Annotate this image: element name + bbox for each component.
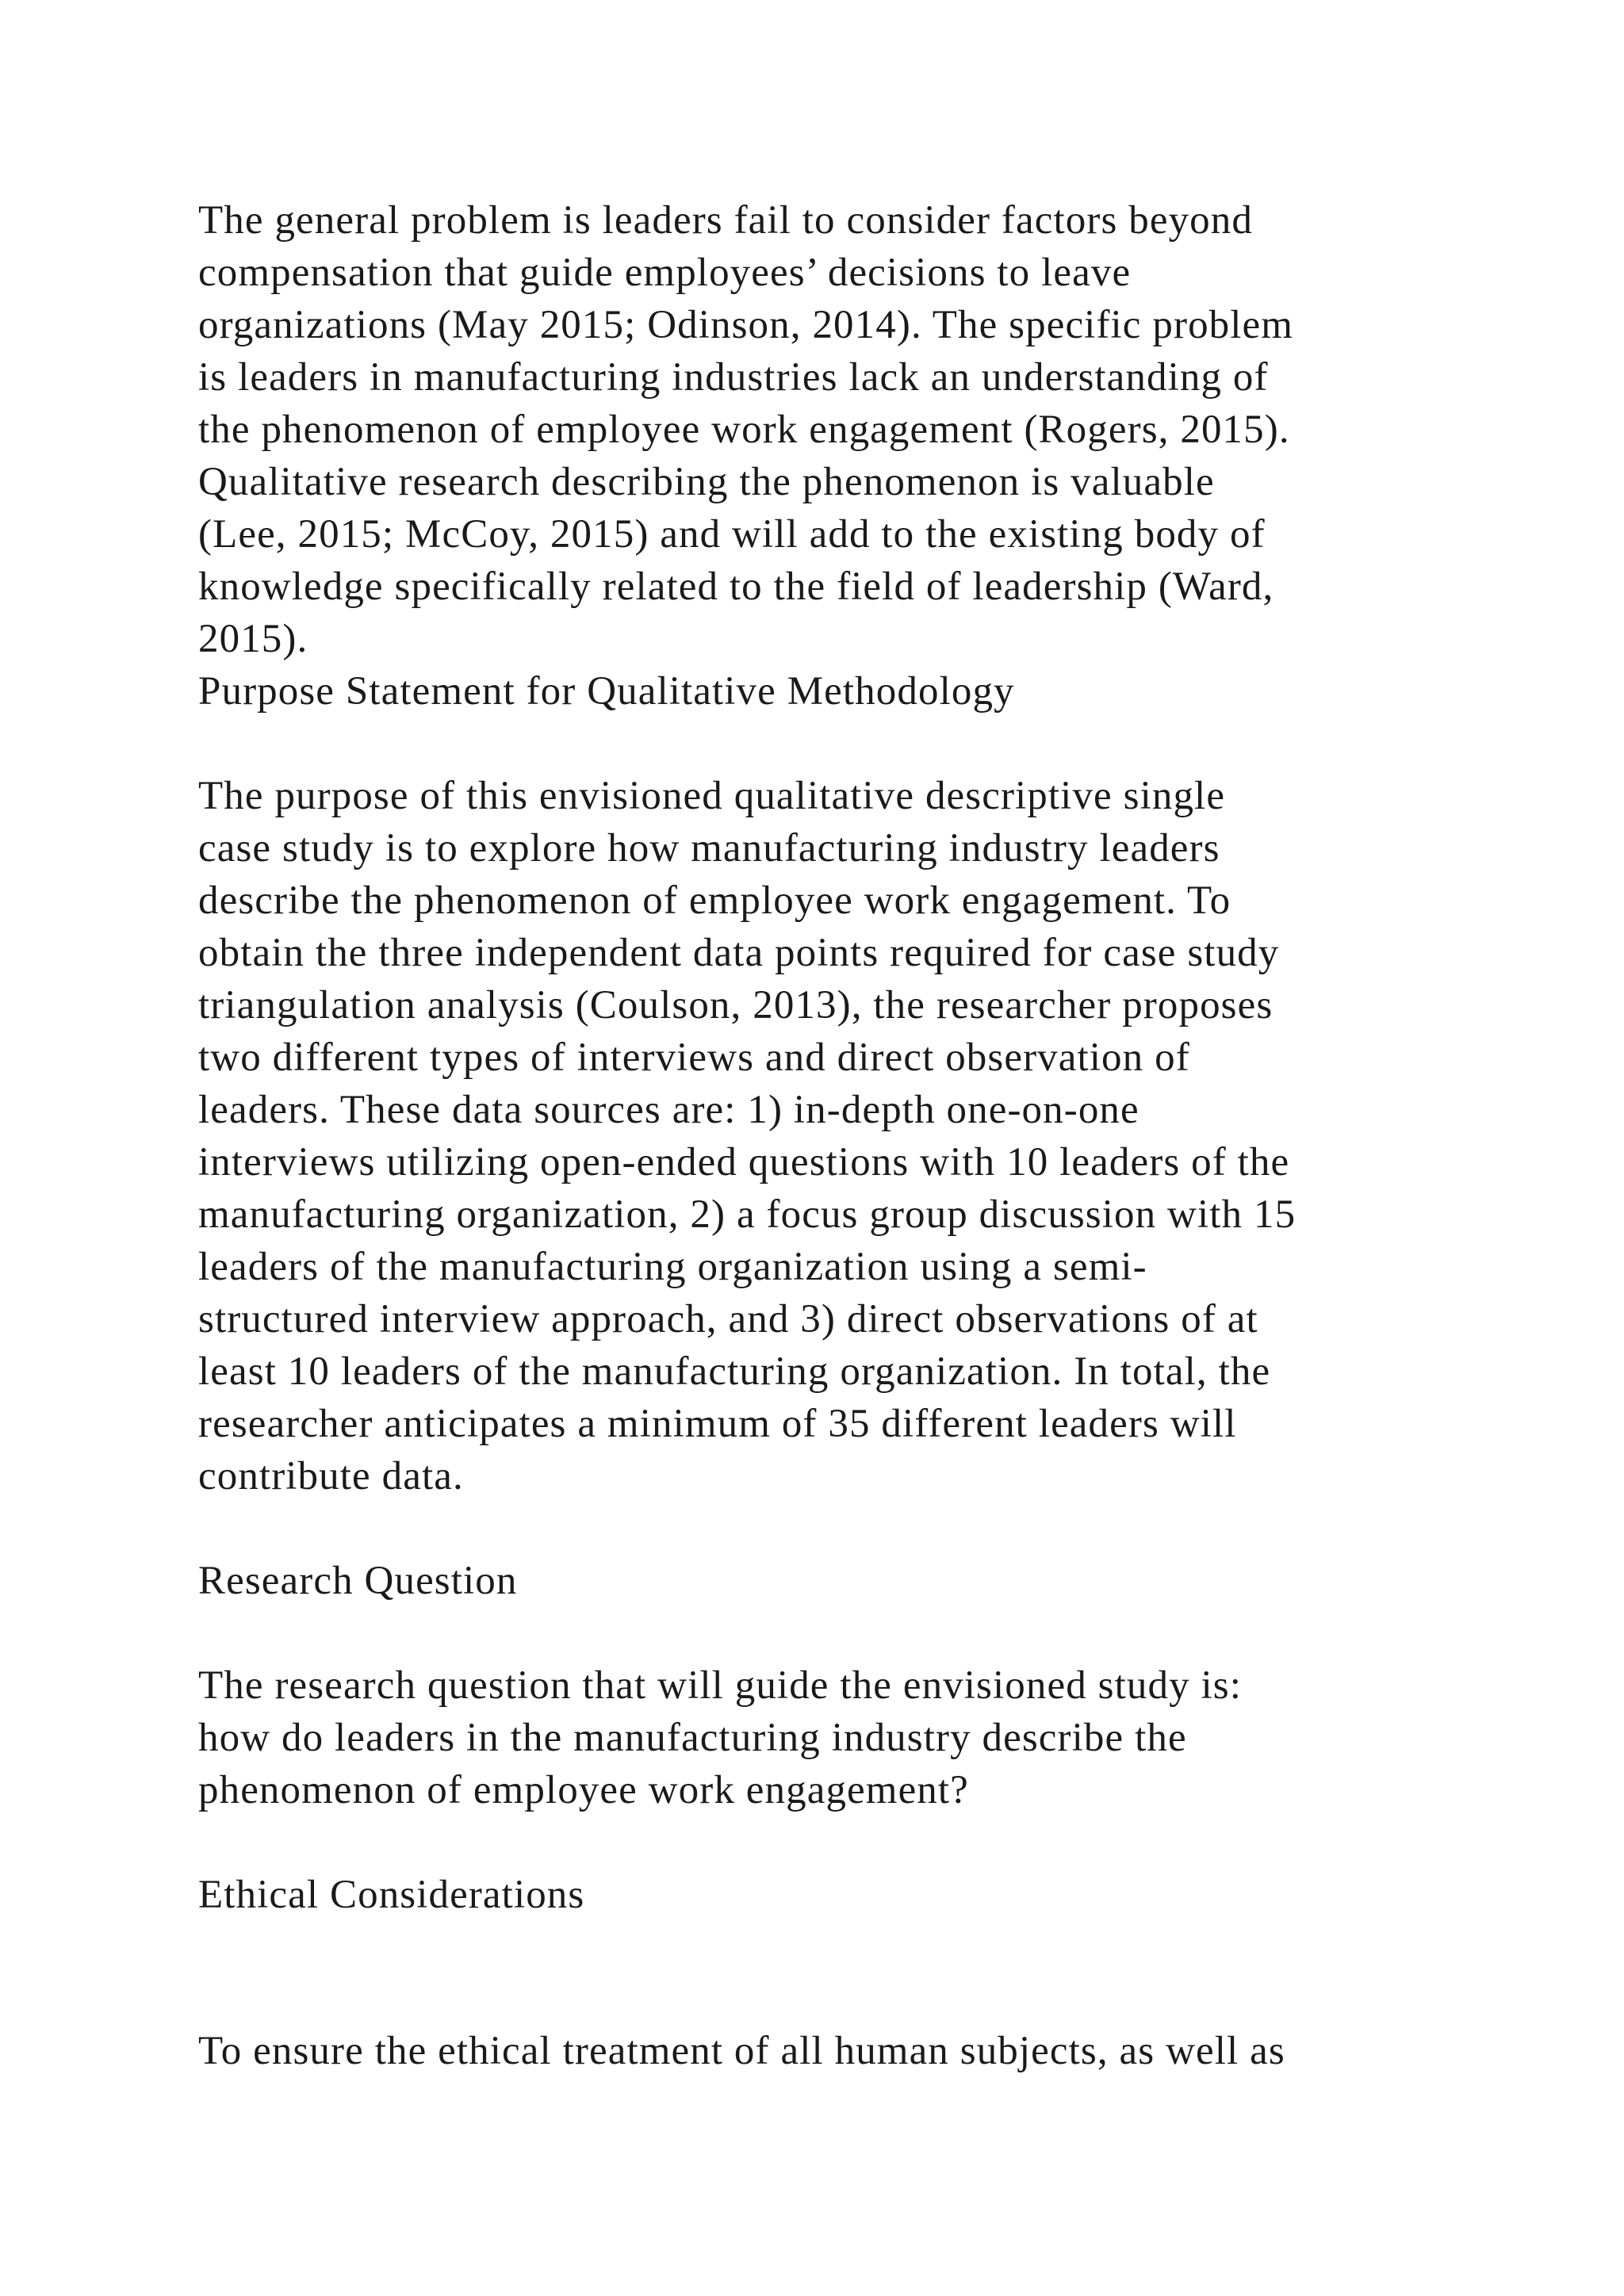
paragraph-2-line-8: interviews utilizing open-ended questions with 10 leaders of the	[198, 1140, 1290, 1184]
paragraph-3-line-2: how do leaders in the manufacturing industry describe the	[198, 1716, 1187, 1760]
paragraph-2-line-6: two different types of interviews and direct observation of	[198, 1035, 1190, 1080]
paragraph-2-line-9: manufacturing organization, 2) a focus group discussion with 15	[198, 1192, 1297, 1237]
paragraph-1-line-6: Qualitative research describing the phenomenon is valuable	[198, 460, 1215, 504]
paragraph-2-line-2: case study is to explore how manufacturing industry leaders	[198, 826, 1220, 871]
paragraph-1-line-2: compensation that guide employees’ decisions to leave	[198, 251, 1132, 295]
paragraph-2-line-12: least 10 leaders of the manufacturing organization. In total, the	[198, 1349, 1271, 1394]
paragraph-2-line-14: contribute data.	[198, 1454, 464, 1498]
heading-purpose-statement: Purpose Statement for Qualitative Methodology	[198, 669, 1015, 714]
paragraph-4-line-1: To ensure the ethical treatment of all human subjects, as well as	[198, 2029, 1285, 2073]
paragraph-1-line-8: knowledge specifically related to the field of leadership (Ward,	[198, 564, 1274, 609]
paragraph-2-line-4: obtain the three independent data points required for case study	[198, 931, 1280, 975]
paragraph-3-line-3: phenomenon of employee work engagement?	[198, 1768, 969, 1812]
paragraph-2-line-13: researcher anticipates a minimum of 35 different leaders will	[198, 1402, 1237, 1446]
paragraph-1-line-4: is leaders in manufacturing industries lack an understanding of	[198, 355, 1269, 400]
heading-ethical-considerations: Ethical Considerations	[198, 1873, 585, 1917]
heading-research-question: Research Question	[198, 1559, 518, 1603]
paragraph-1-line-3: organizations (May 2015; Odinson, 2014). The specific problem	[198, 303, 1294, 347]
paragraph-1-line-1: The general problem is leaders fail to consider factors beyond	[198, 198, 1253, 243]
paragraph-1-line-7: (Lee, 2015; McCoy, 2015) and will add to the existing body of	[198, 512, 1266, 557]
paragraph-2-line-1: The purpose of this envisioned qualitative descriptive single	[198, 774, 1226, 818]
paragraph-3-line-1: The research question that will guide the envisioned study is:	[198, 1663, 1243, 1708]
paragraph-2-line-10: leaders of the manufacturing organization using a semi-	[198, 1245, 1147, 1289]
paragraph-2-line-11: structured interview approach, and 3) direct observations of at	[198, 1297, 1258, 1341]
paragraph-2-line-3: describe the phenomenon of employee work engagement. To	[198, 878, 1231, 923]
paragraph-2-line-7: leaders. These data sources are: 1) in-depth one-on-one	[198, 1088, 1139, 1132]
paragraph-1-line-9: 2015).	[198, 617, 308, 661]
paragraph-1-line-5: the phenomenon of employee work engagement (Rogers, 2015).	[198, 408, 1290, 452]
paragraph-2-line-5: triangulation analysis (Coulson, 2013), the researcher proposes	[198, 983, 1274, 1027]
